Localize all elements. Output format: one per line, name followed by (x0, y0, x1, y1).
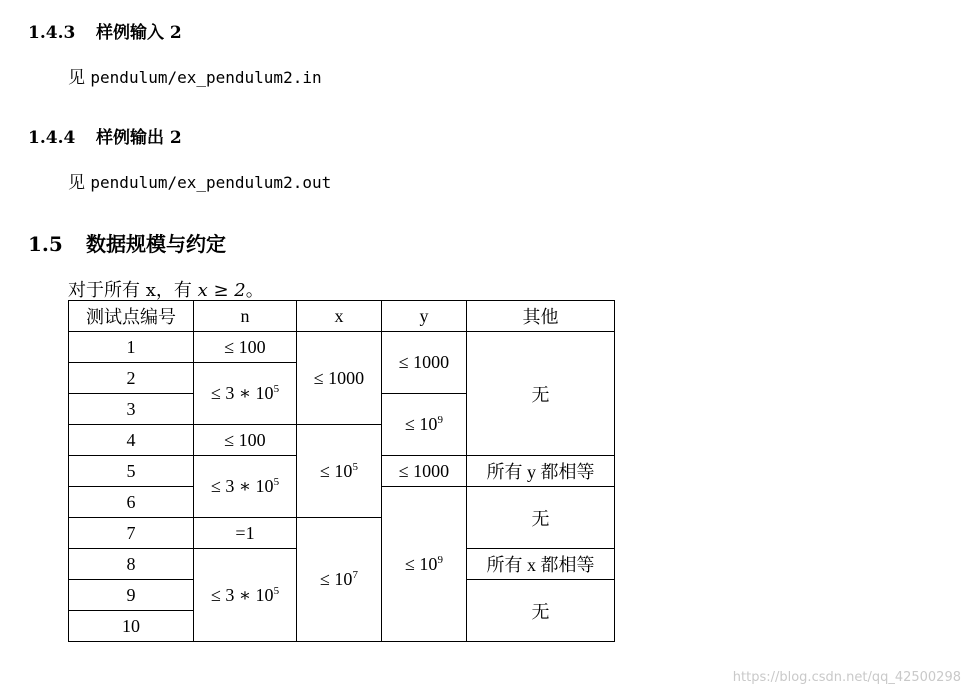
sample-output-line (68, 168, 331, 193)
n-cell: =1 (194, 518, 297, 549)
header-cell: 其他 (467, 301, 615, 332)
x-cell: ≤ 1000 (297, 332, 382, 425)
other-cell: 无 (467, 487, 615, 549)
header-cell: x (297, 301, 382, 332)
y-exponent: 9 (437, 553, 443, 566)
header-cell: y (382, 301, 467, 332)
test-id-cell: 3 (69, 394, 194, 425)
test-id-cell: 6 (69, 487, 194, 518)
n-cell: ≤ 100 (194, 332, 297, 363)
n-cell (194, 549, 297, 642)
sample-output-path: pendulum/ex_pendulum2.out (90, 173, 332, 192)
other-cell: 所有 x 都相等 (467, 549, 615, 580)
intro-text: 对于所有 x，有 (68, 280, 192, 301)
n-cell (194, 456, 297, 518)
test-id-cell: 9 (69, 580, 194, 611)
y-base: ≤ 10 (405, 414, 438, 434)
y-cell: ≤ 1000 (382, 332, 467, 394)
x-exponent: 5 (352, 460, 358, 473)
y-cell: ≤ 1000 (382, 456, 467, 487)
header-cell: 测试点编号 (69, 301, 194, 332)
x-cell (297, 425, 382, 518)
section-number: 1.5 (28, 232, 63, 256)
subsection-number: 1.4.4 (28, 128, 76, 148)
n-exponent: 5 (273, 383, 280, 395)
other-cell: 所有 y 都相等 (467, 456, 615, 487)
test-id-cell: 4 (69, 425, 194, 456)
section-title: 数据规模与约定 (86, 232, 226, 256)
n-base: ≤ 3 ∗ 10 (210, 383, 274, 403)
watermark-url: https://blog.csdn.net/qq_42500298 (732, 670, 961, 685)
x-base: ≤ 10 (320, 460, 353, 481)
sample-input-path: pendulum/ex_pendulum2.in (90, 68, 322, 87)
y-exponent: 9 (437, 414, 443, 426)
sample-input-line (68, 63, 322, 88)
test-id-cell: 1 (69, 332, 194, 363)
n-base: ≤ 3 ∗ 10 (210, 476, 274, 496)
subsection-number: 1.4.3 (28, 23, 76, 43)
x-cell (297, 518, 382, 642)
intro-end: 。 (245, 280, 264, 301)
table-row (69, 332, 615, 363)
x-exponent: 7 (352, 569, 358, 581)
table-header-row (69, 301, 615, 332)
x-base: ≤ 10 (320, 569, 353, 589)
test-id-cell: 2 (69, 363, 194, 394)
y-base: ≤ 10 (405, 553, 438, 574)
section-heading-1-5 (28, 228, 226, 257)
other-cell: 无 (467, 580, 615, 642)
n-exponent: 5 (273, 476, 280, 488)
n-cell (194, 363, 297, 425)
n-cell: ≤ 100 (194, 425, 297, 456)
see-label: 见 (68, 173, 85, 193)
header-cell: n (194, 301, 297, 332)
n-base: ≤ 3 ∗ 10 (210, 584, 274, 605)
subsection-title: 样例输出 2 (96, 128, 182, 148)
constraints-table (68, 300, 615, 642)
constraint-intro (68, 276, 264, 302)
test-id-cell: 10 (69, 611, 194, 642)
see-label: 见 (68, 68, 85, 88)
test-id-cell: 5 (69, 456, 194, 487)
test-id-cell: 7 (69, 518, 194, 549)
y-cell (382, 487, 467, 642)
subsection-heading-1-4-4 (28, 123, 182, 148)
test-id-cell: 8 (69, 549, 194, 580)
subsection-heading-1-4-3 (28, 18, 182, 43)
y-cell (382, 394, 467, 456)
intro-math: x ≥ 2 (197, 280, 246, 301)
subsection-title: 样例输入 2 (96, 23, 182, 43)
other-cell: 无 (467, 332, 615, 456)
n-exponent: 5 (273, 584, 280, 597)
